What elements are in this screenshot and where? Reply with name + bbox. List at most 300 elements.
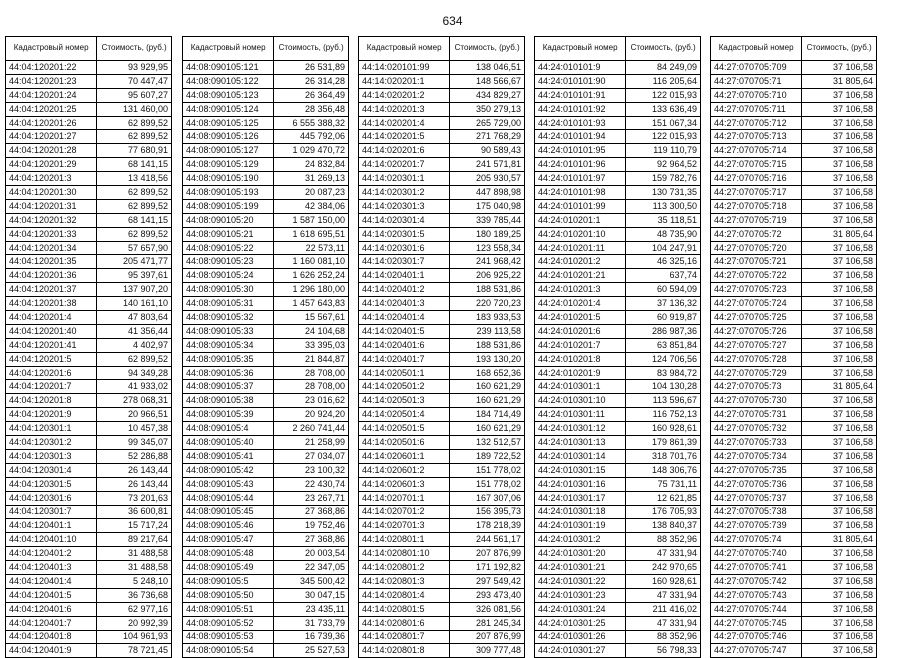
- cost-cell: 23 435,11: [274, 602, 349, 616]
- cadastral-number-cell: 44:04:120401:10: [6, 533, 97, 547]
- cost-cell: 239 113,58: [450, 324, 525, 338]
- cost-cell: 37 136,32: [626, 297, 701, 311]
- table-row: [535, 533, 701, 547]
- table-row: [183, 324, 349, 338]
- table-row: [359, 644, 525, 658]
- table-row: [183, 269, 349, 283]
- table-row: [711, 449, 877, 463]
- cadastral-number-cell: 44:04:120401:5: [6, 588, 97, 602]
- cadastral-number-cell: 44:08:090105:54: [183, 644, 274, 658]
- cadastral-number-cell: 44:08:090105:47: [183, 533, 274, 547]
- cadastral-number-cell: 44:08:090105:4: [183, 422, 274, 436]
- cadastral-number-cell: 44:27:070705:733: [711, 436, 802, 450]
- cadastral-number-cell: 44:14:020301:4: [359, 213, 450, 227]
- cadastral-number-cell: 44:24:010201:6: [535, 324, 626, 338]
- cadastral-number-cell: 44:08:090105:34: [183, 338, 274, 352]
- table-row: [359, 477, 525, 491]
- cadastral-number-cell: 44:14:020201:3: [359, 102, 450, 116]
- cost-cell: 160 928,61: [626, 574, 701, 588]
- cost-cell: 151 778,02: [450, 477, 525, 491]
- table-header-row: [535, 37, 701, 61]
- cadastral-number-cell: 44:27:070705:709: [711, 61, 802, 75]
- cadastral-number-cell: 44:24:010101:92: [535, 102, 626, 116]
- header-cadastral-number: Кадастровый номер: [711, 37, 802, 61]
- cadastral-number-cell: 44:04:120201:27: [6, 130, 97, 144]
- cadastral-number-cell: 44:04:120201:25: [6, 102, 97, 116]
- cadastral-number-cell: 44:24:010301:25: [535, 616, 626, 630]
- table-row: [711, 352, 877, 366]
- cost-cell: 178 218,39: [450, 519, 525, 533]
- cadastral-number-cell: 44:27:070705:737: [711, 491, 802, 505]
- cost-cell: 1 296 180,00: [274, 283, 349, 297]
- cost-cell: 33 395,03: [274, 338, 349, 352]
- cost-cell: 28 708,00: [274, 366, 349, 380]
- cost-cell: 116 205,64: [626, 74, 701, 88]
- cadastral-number-cell: 44:04:120401:9: [6, 644, 97, 658]
- cadastral-number-cell: 44:14:020201:7: [359, 158, 450, 172]
- cadastral-number-cell: 44:08:090105:52: [183, 616, 274, 630]
- table-row: [359, 505, 525, 519]
- table-row: [359, 630, 525, 644]
- table-row: [6, 588, 172, 602]
- table-row: [183, 311, 349, 325]
- table-row: [183, 61, 349, 75]
- table-row: [535, 311, 701, 325]
- table-row: [535, 88, 701, 102]
- table-row: [711, 102, 877, 116]
- cadastral-number-cell: 44:27:070705:746: [711, 630, 802, 644]
- table-row: [183, 533, 349, 547]
- cost-cell: 95 397,61: [97, 269, 172, 283]
- cadastral-number-cell: 44:27:070705:714: [711, 144, 802, 158]
- table-header-row: [711, 37, 877, 61]
- header-cadastral-number: Кадастровый номер: [359, 37, 450, 61]
- cadastral-number-cell: 44:04:120301:7: [6, 505, 97, 519]
- cost-cell: 77 680,91: [97, 144, 172, 158]
- cost-cell: 78 721,45: [97, 644, 172, 658]
- cost-cell: 447 898,98: [450, 186, 525, 200]
- cost-cell: 37 106,58: [802, 408, 877, 422]
- cadastral-number-cell: 44:14:020401:5: [359, 324, 450, 338]
- cost-cell: 62 899,52: [97, 227, 172, 241]
- table-row: [711, 283, 877, 297]
- cost-cell: 22 573,11: [274, 241, 349, 255]
- cost-cell: 37 106,58: [802, 519, 877, 533]
- cadastral-number-cell: 44:04:120401:7: [6, 616, 97, 630]
- cost-cell: 1 587 150,00: [274, 213, 349, 227]
- cost-cell: 93 929,95: [97, 61, 172, 75]
- table-row: [535, 172, 701, 186]
- table-row: [6, 324, 172, 338]
- cost-cell: 30 047,15: [274, 588, 349, 602]
- cost-cell: 116 752,13: [626, 408, 701, 422]
- cost-cell: 16 739,36: [274, 630, 349, 644]
- cost-cell: 113 596,67: [626, 394, 701, 408]
- table-row: [183, 255, 349, 269]
- cost-cell: 73 201,63: [97, 491, 172, 505]
- cost-cell: 63 851,84: [626, 338, 701, 352]
- cadastral-number-cell: 44:14:020801:10: [359, 547, 450, 561]
- header-cost: Стоимость, (руб.): [450, 37, 525, 61]
- cost-cell: 211 416,02: [626, 602, 701, 616]
- cadastral-number-cell: 44:14:020501:2: [359, 380, 450, 394]
- table-row: [711, 616, 877, 630]
- cost-cell: 434 829,27: [450, 88, 525, 102]
- cost-cell: 168 652,36: [450, 366, 525, 380]
- cadastral-number-cell: 44:14:020101:99: [359, 61, 450, 75]
- cost-cell: 31 805,64: [802, 533, 877, 547]
- table-row: [359, 227, 525, 241]
- cadastral-number-cell: 44:24:010301:17: [535, 491, 626, 505]
- cadastral-number-cell: 44:27:070705:724: [711, 297, 802, 311]
- cost-cell: 1 457 643,83: [274, 297, 349, 311]
- table-row: [6, 74, 172, 88]
- cadastral-number-cell: 44:14:020501:1: [359, 366, 450, 380]
- cadastral-number-cell: 44:27:070705:715: [711, 158, 802, 172]
- table-row: [183, 519, 349, 533]
- cost-cell: 133 636,49: [626, 102, 701, 116]
- cost-cell: 123 558,34: [450, 241, 525, 255]
- cadastral-number-cell: 44:08:090105:31: [183, 297, 274, 311]
- cadastral-number-cell: 44:08:090105:124: [183, 102, 274, 116]
- cost-cell: 24 104,68: [274, 324, 349, 338]
- cadastral-number-cell: 44:14:020501:6: [359, 436, 450, 450]
- cost-cell: 35 118,51: [626, 213, 701, 227]
- cost-cell: 281 245,34: [450, 616, 525, 630]
- table-row: [359, 199, 525, 213]
- table-row: [711, 227, 877, 241]
- cadastral-number-cell: 44:14:020201:5: [359, 130, 450, 144]
- cadastral-number-cell: 44:27:070705:710: [711, 88, 802, 102]
- table-row: [183, 116, 349, 130]
- cadastral-number-cell: 44:24:010301:13: [535, 436, 626, 450]
- header-cadastral-number: Кадастровый номер: [535, 37, 626, 61]
- table-row: [711, 588, 877, 602]
- table-row: [711, 408, 877, 422]
- cadastral-number-cell: 44:04:120201:24: [6, 88, 97, 102]
- cadastral-number-cell: 44:04:120201:29: [6, 158, 97, 172]
- cost-cell: 286 987,36: [626, 324, 701, 338]
- cost-cell: 92 964,52: [626, 158, 701, 172]
- cadastre-table-4: [534, 36, 701, 658]
- table-row: [359, 88, 525, 102]
- cost-cell: 241 968,42: [450, 255, 525, 269]
- cost-cell: 52 286,88: [97, 449, 172, 463]
- table-row: [711, 311, 877, 325]
- cadastral-number-cell: 44:14:020301:3: [359, 199, 450, 213]
- table-row: [6, 491, 172, 505]
- cadastral-number-cell: 44:24:010201:8: [535, 352, 626, 366]
- cadastral-number-cell: 44:08:090105:41: [183, 449, 274, 463]
- table-row: [535, 324, 701, 338]
- cadastral-number-cell: 44:27:070705:739: [711, 519, 802, 533]
- cadastral-number-cell: 44:14:020601:3: [359, 477, 450, 491]
- table-row: [711, 213, 877, 227]
- cost-cell: 37 106,58: [802, 186, 877, 200]
- cost-cell: 88 352,96: [626, 533, 701, 547]
- cadastral-number-cell: 44:14:020601:2: [359, 463, 450, 477]
- table-row: [6, 102, 172, 116]
- cost-cell: 189 722,52: [450, 449, 525, 463]
- table-row: [359, 324, 525, 338]
- table-row: [6, 436, 172, 450]
- cadastral-number-cell: 44:04:120201:36: [6, 269, 97, 283]
- header-cadastral-number: Кадастровый номер: [183, 37, 274, 61]
- cadastral-number-cell: 44:24:010301:11: [535, 408, 626, 422]
- table-row: [711, 505, 877, 519]
- cost-cell: 36 600,81: [97, 505, 172, 519]
- cost-cell: 68 141,15: [97, 158, 172, 172]
- table-row: [359, 574, 525, 588]
- cadastral-number-cell: 44:24:010301:12: [535, 422, 626, 436]
- cadastral-number-cell: 44:14:020201:6: [359, 144, 450, 158]
- cadastral-number-cell: 44:27:070705:726: [711, 324, 802, 338]
- table-row: [6, 644, 172, 658]
- cadastral-number-cell: 44:14:020701:2: [359, 505, 450, 519]
- table-row: [535, 366, 701, 380]
- cadastral-number-cell: 44:08:090105:40: [183, 436, 274, 450]
- table-row: [711, 74, 877, 88]
- cost-cell: 37 106,58: [802, 463, 877, 477]
- cadastral-number-cell: 44:24:010301:14: [535, 449, 626, 463]
- cadastral-number-cell: 44:04:120201:23: [6, 74, 97, 88]
- cadastre-table-5: [710, 36, 877, 658]
- cadastral-number-cell: 44:08:090105:38: [183, 394, 274, 408]
- cadastral-number-cell: 44:27:070705:742: [711, 574, 802, 588]
- cadastral-number-cell: 44:14:020801:2: [359, 561, 450, 575]
- table-row: [359, 394, 525, 408]
- cadastral-number-cell: 44:24:010301:16: [535, 477, 626, 491]
- cost-cell: 62 899,52: [97, 199, 172, 213]
- cost-cell: 151 778,02: [450, 463, 525, 477]
- cost-cell: 206 925,22: [450, 269, 525, 283]
- table-row: [711, 436, 877, 450]
- table-row: [535, 477, 701, 491]
- table-row: [6, 408, 172, 422]
- cadastral-number-cell: 44:24:010301:1: [535, 380, 626, 394]
- cadastral-number-cell: 44:08:090105:121: [183, 61, 274, 75]
- table-row: [711, 186, 877, 200]
- cadastral-number-cell: 44:14:020201:1: [359, 74, 450, 88]
- table-row: [535, 422, 701, 436]
- table-row: [6, 422, 172, 436]
- table-row: [711, 380, 877, 394]
- table-row: [535, 269, 701, 283]
- table-row: [183, 297, 349, 311]
- cadastral-number-cell: 44:14:020201:4: [359, 116, 450, 130]
- cost-cell: 205 930,57: [450, 172, 525, 186]
- cost-cell: 148 306,76: [626, 463, 701, 477]
- cost-cell: 47 331,94: [626, 616, 701, 630]
- cadastral-number-cell: 44:27:070705:71: [711, 74, 802, 88]
- cadastral-number-cell: 44:08:090105:129: [183, 158, 274, 172]
- cadastral-number-cell: 44:08:090105:51: [183, 602, 274, 616]
- cost-cell: 37 106,58: [802, 561, 877, 575]
- cost-cell: 23 016,62: [274, 394, 349, 408]
- cost-cell: 309 777,48: [450, 644, 525, 658]
- cadastral-number-cell: 44:04:120201:32: [6, 213, 97, 227]
- cost-cell: 26 314,28: [274, 74, 349, 88]
- cadastral-number-cell: 44:08:090105:49: [183, 561, 274, 575]
- cadastral-number-cell: 44:08:090105:45: [183, 505, 274, 519]
- table-row: [6, 561, 172, 575]
- cadastral-number-cell: 44:24:010301:18: [535, 505, 626, 519]
- cadastral-number-cell: 44:08:090105:193: [183, 186, 274, 200]
- cost-cell: 37 106,58: [802, 547, 877, 561]
- cadastral-number-cell: 44:04:120201:41: [6, 338, 97, 352]
- cadastral-number-cell: 44:24:010301:21: [535, 561, 626, 575]
- table-row: [359, 366, 525, 380]
- cost-cell: 37 106,58: [802, 213, 877, 227]
- table-row: [183, 630, 349, 644]
- cost-cell: 205 471,77: [97, 255, 172, 269]
- cadastral-number-cell: 44:14:020801:5: [359, 602, 450, 616]
- table-row: [183, 241, 349, 255]
- cost-cell: 293 473,40: [450, 588, 525, 602]
- table-row: [359, 172, 525, 186]
- table-row: [359, 449, 525, 463]
- cost-cell: 12 621,85: [626, 491, 701, 505]
- cost-cell: 24 832,84: [274, 158, 349, 172]
- table-row: [6, 477, 172, 491]
- table-row: [711, 116, 877, 130]
- cadastral-number-cell: 44:08:090105:122: [183, 74, 274, 88]
- cost-cell: 160 621,29: [450, 394, 525, 408]
- table-row: [183, 352, 349, 366]
- table-row: [6, 297, 172, 311]
- cost-cell: 22 430,74: [274, 477, 349, 491]
- cadastral-number-cell: 44:14:020301:2: [359, 186, 450, 200]
- cadastral-number-cell: 44:04:120201:28: [6, 144, 97, 158]
- cadastral-number-cell: 44:24:010201:10: [535, 227, 626, 241]
- cadastral-number-cell: 44:08:090105:33: [183, 324, 274, 338]
- table-row: [359, 74, 525, 88]
- table-row: [535, 144, 701, 158]
- table-row: [359, 436, 525, 450]
- table-row: [535, 463, 701, 477]
- cost-cell: 27 034,07: [274, 449, 349, 463]
- cost-cell: 244 561,17: [450, 533, 525, 547]
- table-row: [535, 199, 701, 213]
- cost-cell: 37 106,58: [802, 311, 877, 325]
- table-row: [183, 602, 349, 616]
- cost-cell: 350 279,13: [450, 102, 525, 116]
- cadastral-number-cell: 44:14:020801:7: [359, 630, 450, 644]
- table-row: [359, 588, 525, 602]
- cadastral-number-cell: 44:27:070705:712: [711, 116, 802, 130]
- table-row: [6, 449, 172, 463]
- cadastral-number-cell: 44:27:070705:720: [711, 241, 802, 255]
- cost-cell: 47 803,64: [97, 311, 172, 325]
- cost-cell: 37 106,58: [802, 477, 877, 491]
- cost-cell: 124 706,56: [626, 352, 701, 366]
- cost-cell: 104 130,28: [626, 380, 701, 394]
- cadastral-number-cell: 44:14:020801:3: [359, 574, 450, 588]
- cost-cell: 445 792,06: [274, 130, 349, 144]
- cost-cell: 140 161,10: [97, 297, 172, 311]
- cadastral-number-cell: 44:27:070705:744: [711, 602, 802, 616]
- cadastral-number-cell: 44:14:020501:4: [359, 408, 450, 422]
- cost-cell: 37 106,58: [802, 338, 877, 352]
- cost-cell: 4 402,97: [97, 338, 172, 352]
- cadastral-number-cell: 44:27:070705:722: [711, 269, 802, 283]
- cost-cell: 88 352,96: [626, 630, 701, 644]
- cadastral-number-cell: 44:24:010301:10: [535, 394, 626, 408]
- cost-cell: 99 345,07: [97, 436, 172, 450]
- table-row: [183, 172, 349, 186]
- cost-cell: 160 621,29: [450, 422, 525, 436]
- cost-cell: 31 805,64: [802, 380, 877, 394]
- cost-cell: 26 143,44: [97, 463, 172, 477]
- cost-cell: 138 046,51: [450, 61, 525, 75]
- cost-cell: 37 106,58: [802, 505, 877, 519]
- cadastral-number-cell: 44:08:090105:126: [183, 130, 274, 144]
- cost-cell: 220 720,23: [450, 297, 525, 311]
- table-row: [359, 602, 525, 616]
- cadastral-number-cell: 44:14:020601:1: [359, 449, 450, 463]
- table-row: [535, 213, 701, 227]
- cadastral-number-cell: 44:04:120401:6: [6, 602, 97, 616]
- cadastral-number-cell: 44:08:090105:23: [183, 255, 274, 269]
- table-row: [711, 61, 877, 75]
- cadastral-number-cell: 44:27:070705:718: [711, 199, 802, 213]
- cadastral-number-cell: 44:27:070705:741: [711, 561, 802, 575]
- table-row: [183, 463, 349, 477]
- table-row: [359, 269, 525, 283]
- cadastral-number-cell: 44:04:120301:3: [6, 449, 97, 463]
- cost-cell: 47 331,94: [626, 588, 701, 602]
- cadastral-number-cell: 44:24:010101:91: [535, 88, 626, 102]
- table-row: [535, 116, 701, 130]
- cost-cell: 89 217,64: [97, 533, 172, 547]
- table-row: [711, 88, 877, 102]
- cost-cell: 62 899,52: [97, 352, 172, 366]
- table-row: [711, 602, 877, 616]
- table-row: [359, 491, 525, 505]
- table-row: [183, 338, 349, 352]
- cadastral-number-cell: 44:24:010101:99: [535, 199, 626, 213]
- cost-cell: 37 106,58: [802, 116, 877, 130]
- table-row: [535, 102, 701, 116]
- table-row: [6, 602, 172, 616]
- table-row: [183, 491, 349, 505]
- cost-cell: 207 876,99: [450, 547, 525, 561]
- table-row: [711, 324, 877, 338]
- cadastral-number-cell: 44:24:010301:22: [535, 574, 626, 588]
- cost-cell: 171 192,82: [450, 561, 525, 575]
- table-row: [183, 449, 349, 463]
- cadastral-number-cell: 44:24:010101:98: [535, 186, 626, 200]
- cadastral-number-cell: 44:08:090105:20: [183, 213, 274, 227]
- cadastral-number-cell: 44:24:010201:3: [535, 283, 626, 297]
- table-row: [535, 561, 701, 575]
- table-row: [183, 227, 349, 241]
- cost-cell: 183 933,53: [450, 311, 525, 325]
- cadastral-number-cell: 44:27:070705:747: [711, 644, 802, 658]
- table-row: [183, 380, 349, 394]
- cost-cell: 242 970,65: [626, 561, 701, 575]
- cadastral-number-cell: 44:08:090105:24: [183, 269, 274, 283]
- table-row: [535, 227, 701, 241]
- table-row: [711, 463, 877, 477]
- table-row: [711, 241, 877, 255]
- cadastral-number-cell: 44:04:120301:5: [6, 477, 97, 491]
- cost-cell: 37 106,58: [802, 199, 877, 213]
- cadastral-number-cell: 44:24:010201:11: [535, 241, 626, 255]
- header-cost: Стоимость, (руб.): [626, 37, 701, 61]
- cost-cell: 37 106,58: [802, 130, 877, 144]
- table-row: [359, 463, 525, 477]
